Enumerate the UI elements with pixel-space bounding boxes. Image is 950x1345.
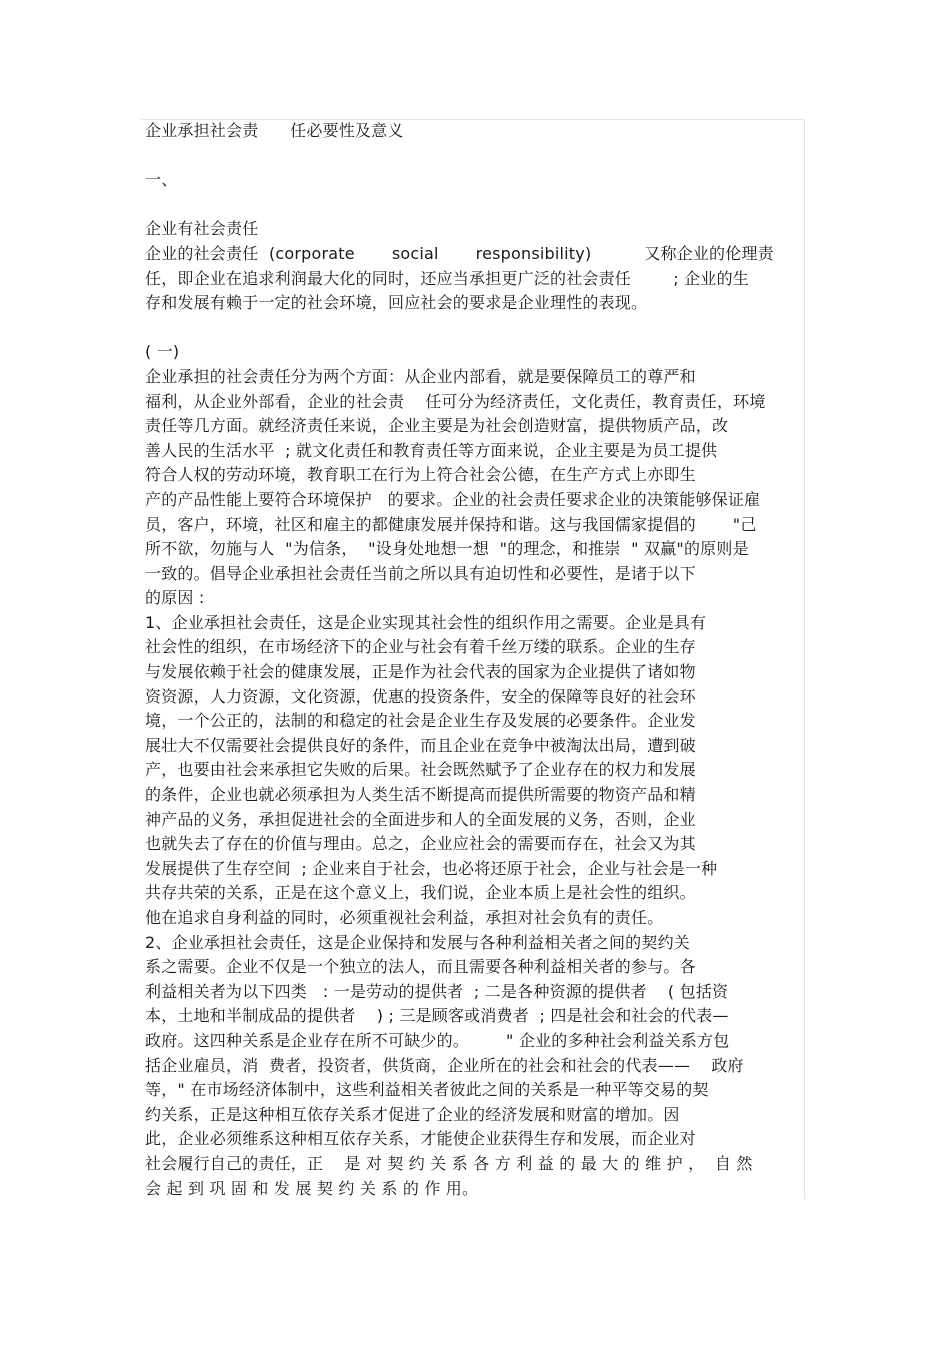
text-line: 展壮大不仅需要社会提供良好的条件，而且企业在竞争中被淘汰出局，遭到破 [145,735,696,755]
text-line: 产的产品性能上要符合环境保护 的要求。企业的社会责任要求企业的决策能够保证雇 [145,489,761,509]
document-title: 企业承担社会责 任必要性及意义 [145,121,404,140]
spacer [145,144,805,169]
section-number: 一、 [145,170,178,190]
text-line: 资资源，人力资源，文化资源，优惠的投资条件，安全的保障等良好的社会环 [145,686,696,706]
text-line: 1、企业承担社会责任，这是企业实现其社会性的组织作用之需要。企业是具有 [145,612,707,632]
text-line: 也就失去了存在的价值与理由。总之，企业应社会的需要而存在，社会又为其 [145,834,696,854]
text-line: 存和发展有赖于一定的社会环境，回应社会的要求是企业理性的表现。 [145,293,648,313]
text-line: 境，一个公正的，法制的和稳定的社会是企业生存及发展的必要条件。企业发 [145,711,696,731]
text-line: 括企业雇员，消 费者，投资者，供货商，企业所在的社会和社会的代表—— 政府 [145,1055,744,1075]
text-line: 员，客户，环境，社区和雇主的都健康发展并保持和谐。这与我国儒家提倡的 "己 [145,514,757,534]
paragraph-reason-two [145,931,805,1202]
text-line: 福利，从企业外部看，企业的社会责 任可分为经济责任，文化责任，教育责任，环境 [145,391,766,411]
intro-paragraph [145,242,805,316]
paragraph-reason-one [145,611,805,931]
text-line: 责任等几方面。就经济责任来说，企业主要是为社会创造财富，提供物质产品，改 [145,416,729,436]
text-line: 社会履行自己的责任，正 是 对 契 约 关 系 各 方 利 益 的 最 大 的 维 护 ， 自 然 [145,1153,753,1173]
text-line: 产，也要由社会来承担它失败的后果。社会既然赋予了企业存在的权力和发展 [145,760,696,780]
subsection-number: ( 一) [145,342,180,362]
text-line: 共存共荣的关系，正是在这个意义上，我们说，企业本质上是社会性的组织。 [145,883,696,903]
text-line: 2、企业承担社会责任，这是企业保持和发展与各种利益相关者之间的契约关 [145,932,690,952]
document-body [145,119,805,1201]
section-heading: 企业有社会责任 [145,219,259,239]
text-line: 一致的。倡导企业承担社会责任当前之所以具有迫切性和必要性，是诸于以下 [145,563,696,583]
text-line: 所不欲，勿施与人 "为信条， "设身处地想一想 "的理念，和推崇 " 双赢"的原则是 [145,539,749,559]
text-line: 利益相关者为以下四类 : 一是劳动的提供者 ; 二是各种资源的提供者 ( 包括资 [145,981,729,1001]
text-line: 发展提供了生存空间 ; 企业来自于社会，也必将还原于社会，企业与社会是一种 [145,858,718,878]
spacer [145,316,805,341]
text-line: 本，土地和半制成品的提供者 ) ; 三是顾客或消费者 ; 四是社会和社会的代表— [145,1006,729,1026]
text-line: 系之需要。企业不仅是一个独立的法人，而且需要各种利益相关者的参与。各 [145,957,696,977]
text-line: 约关系，正是这种相互依存关系才促进了企业的经济发展和财富的增加。因 [145,1104,680,1124]
text-line: 此，企业必须维系这种相互依存关系，才能使企业获得生存和发展，而企业对 [145,1129,696,1149]
text-line: 任，即企业在追求利润最大化的同时，还应当承担更广泛的社会责任 ; 企业的生 [145,268,749,288]
text-line: 企业承担的社会责任分为两个方面：从企业内部看，就是要保障员工的尊严和 [145,366,696,386]
text-line: 企业的社会责任 (corporate social responsibility) 又称企业的伦理责 [145,243,774,263]
text-line: 神产品的义务，承担促进社会的全面进步和人的全面发展的义务，否则，企业 [145,809,696,829]
text-line: 等，" 在市场经济体制中，这些利益相关者彼此之间的关系是一种平等交易的契 [145,1080,709,1100]
text-line: 他在追求自身利益的同时，必须重视社会利益，承担对社会负有的责任。 [145,908,664,927]
spacer [145,193,805,218]
text-line: 与发展依赖于社会的健康发展，正是作为社会代表的国家为企业提供了诸如物 [145,662,696,682]
text-line: 符合人权的劳动环境，教育职工在行为上符合社会公德，在生产方式上亦即生 [145,465,696,485]
text-line: 善人民的生活水平 ; 就文化责任和教育责任等方面来说，企业主要是为员工提供 [145,440,718,460]
text-line: 会 起 到 巩 固 和 发 展 契 约 关 系 的 作 用。 [145,1178,479,1198]
text-line: 的条件，企业也就必须承担为人类生活不断提高而提供所需要的物资产品和精 [145,785,696,805]
paragraph-responsibility-aspects [145,365,805,611]
text-line: 的原因 : [145,588,205,608]
text-line: 社会性的组织，在市场经济下的企业与社会有着千丝万缕的联系。企业的生存 [145,637,696,657]
text-line: 政府。这四种关系是企业存在所不可缺少的。 " 企业的多种社会利益关系方包 [145,1030,730,1050]
